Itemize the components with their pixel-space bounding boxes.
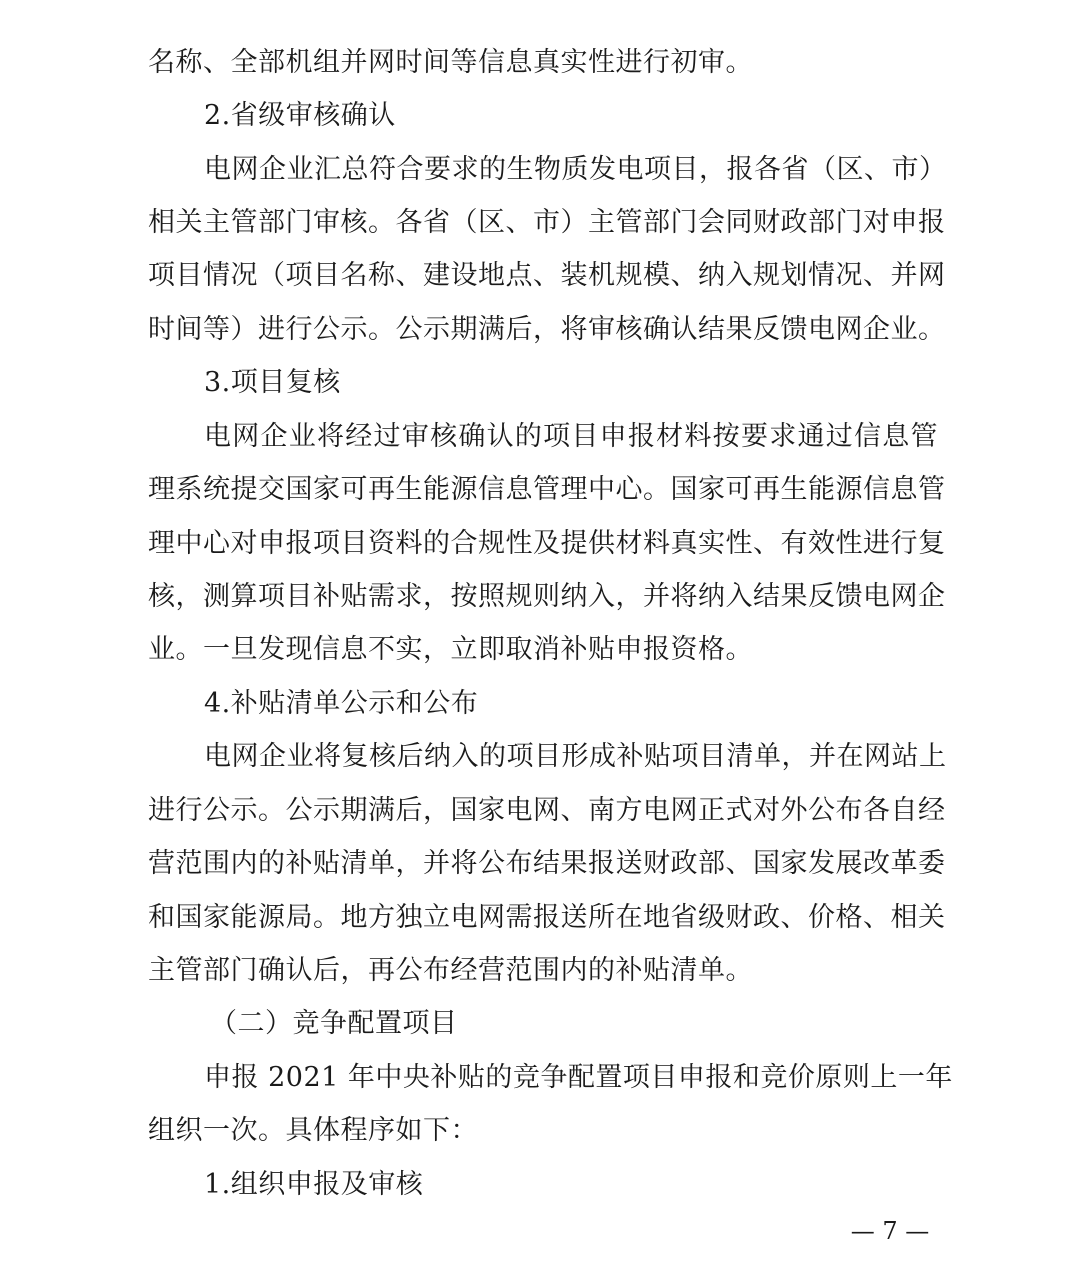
paragraph-line: 业。一旦发现信息不实，立即取消补贴申报资格。 [148, 634, 753, 665]
paragraph-line: 相关主管部门审核。各省（区、市）主管部门会同财政部门对申报 [148, 207, 946, 238]
page-number: — 7 — [850, 1217, 930, 1245]
paragraph-line: 申报 2021 年中央补贴的竞争配置项目申报和竞价原则上一年 [204, 1062, 953, 1093]
paragraph-line: 主管部门确认后，再公布经营范围内的补贴清单。 [148, 955, 753, 986]
paragraph-line: 理中心对申报项目资料的合规性及提供材料真实性、有效性进行复 [148, 528, 946, 559]
section-heading-organize-application: 1.组织申报及审核 [204, 1169, 424, 1200]
section-heading-competitive-allocation: （二）竞争配置项目 [210, 1008, 458, 1039]
paragraph-line: 理系统提交国家可再生能源信息管理中心。国家可再生能源信息管 [148, 474, 946, 505]
paragraph-line: 和国家能源局。地方独立电网需报送所在地省级财政、价格、相关 [148, 902, 946, 933]
section-heading-provincial-review: 2.省级审核确认 [204, 100, 396, 131]
section-heading-subsidy-list: 4.补贴清单公示和公布 [204, 688, 479, 719]
paragraph-line: 进行公示。公示期满后，国家电网、南方电网正式对外公布各自经 [148, 795, 946, 826]
paragraph-line: 营范围内的补贴清单，并将公布结果报送财政部、国家发展改革委 [148, 848, 946, 879]
paragraph-line: 名称、全部机组并网时间等信息真实性进行初审。 [148, 47, 753, 78]
paragraph-line: 时间等）进行公示。公示期满后，将审核确认结果反馈电网企业。 [148, 314, 946, 345]
paragraph-line: 组织一次。具体程序如下： [148, 1115, 478, 1146]
paragraph-line: 项目情况（项目名称、建设地点、装机规模、纳入规划情况、并网 [148, 260, 946, 291]
paragraph-line: 核，测算项目补贴需求，按照规则纳入，并将纳入结果反馈电网企 [148, 581, 946, 612]
paragraph-line: 电网企业将经过审核确认的项目申报材料按要求通过信息管 [204, 421, 938, 452]
paragraph-line: 电网企业汇总符合要求的生物质发电项目，报各省（区、市） [204, 154, 947, 185]
paragraph-line: 电网企业将复核后纳入的项目形成补贴项目清单，并在网站上 [204, 741, 947, 772]
section-heading-project-recheck: 3.项目复核 [204, 367, 341, 398]
